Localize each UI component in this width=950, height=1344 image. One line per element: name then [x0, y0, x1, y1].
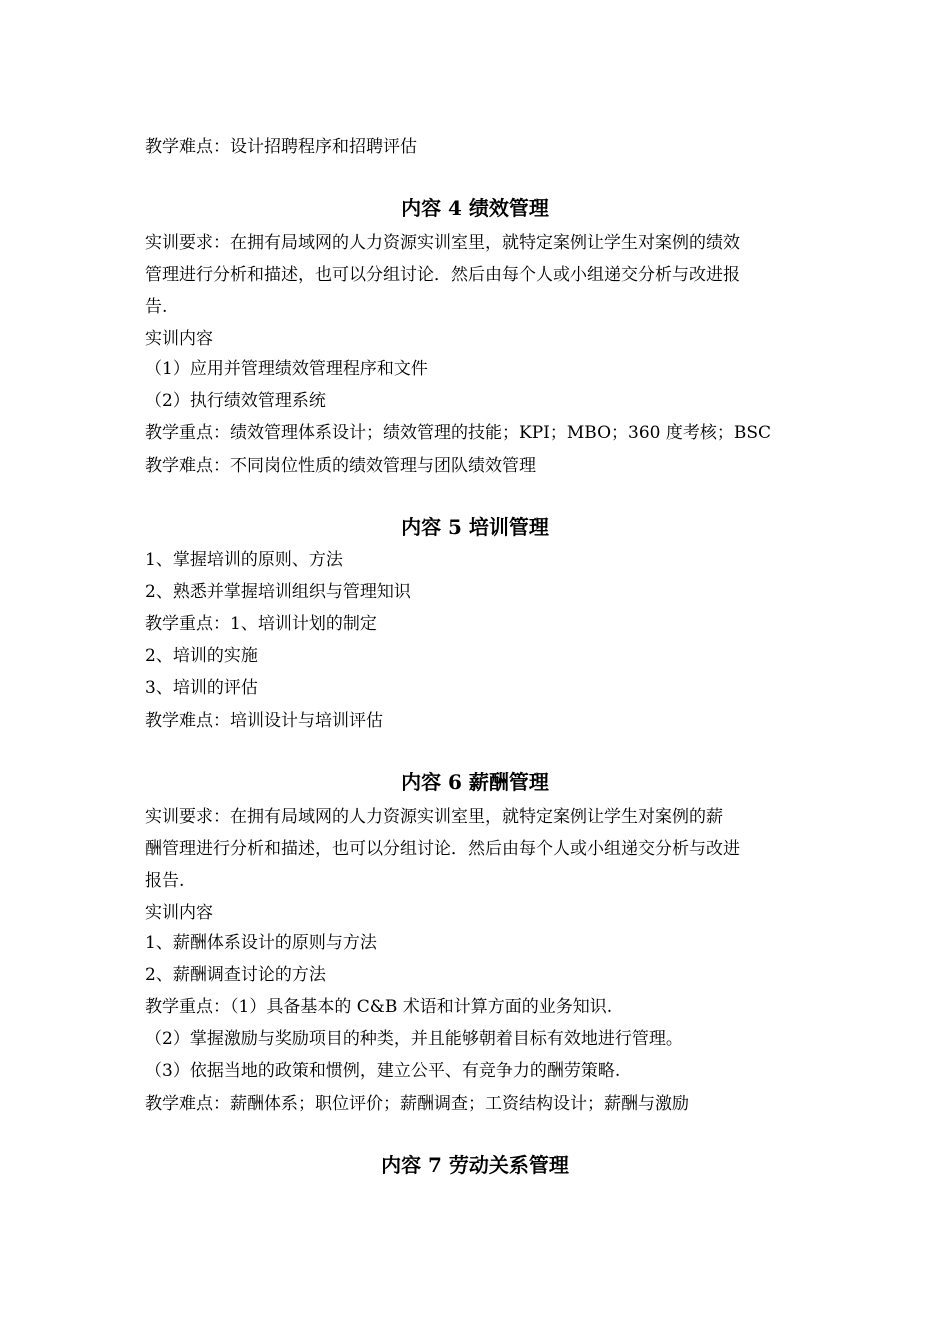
section6-key-points: 教学重点：（1）具备基本的 C&B 术语和计算方面的业务知识. — [145, 997, 613, 1017]
section4-key-points: 教学重点：绩效管理体系设计；绩效管理的技能；KPI；MBO；360 度考核；BSC — [145, 423, 772, 443]
section6-item-2: 2、薪酬调查讨论的方法 — [145, 965, 326, 985]
section4-difficulty: 教学难点：不同岗位性质的绩效管理与团队绩效管理 — [145, 456, 536, 476]
section6-requirement-line-3: 报告. — [145, 871, 185, 891]
section4-requirement-line-3: 告. — [145, 297, 168, 317]
section6-key-point-3: （3）依据当地的政策和惯例，建立公平、有竞争力的酬劳策略. — [145, 1061, 621, 1081]
section5-item-2: 2、熟悉并掌握培训组织与管理知识 — [145, 582, 411, 602]
section5-item-1: 1、掌握培训的原则、方法 — [145, 550, 343, 570]
section4-item-2: （2）执行绩效管理系统 — [145, 391, 326, 411]
section7-heading: 内容 7 劳动关系管理 — [381, 1153, 569, 1177]
section6-difficulty: 教学难点：薪酬体系；职位评价；薪酬调查；工资结构设计；薪酬与激励 — [145, 1094, 689, 1114]
section4-content-label: 实训内容 — [145, 329, 213, 349]
section6-requirement-line-1: 实训要求：在拥有局域网的人力资源实训室里，就特定案例让学生对案例的薪 — [145, 807, 723, 827]
section5-key-point-2: 2、培训的实施 — [145, 646, 258, 666]
section5-key-point-3: 3、培训的评估 — [145, 678, 258, 698]
section6-item-1: 1、薪酬体系设计的原则与方法 — [145, 933, 377, 953]
section4-requirement-line-1: 实训要求：在拥有局域网的人力资源实训室里，就特定案例让学生对案例的绩效 — [145, 233, 740, 253]
section4-heading: 内容 4 绩效管理 — [401, 196, 549, 220]
section5-key-points: 教学重点：1、培训计划的制定 — [145, 614, 377, 634]
section3-difficulty: 教学难点：设计招聘程序和招聘评估 — [145, 137, 417, 157]
section6-content-label: 实训内容 — [145, 903, 213, 923]
section6-requirement-line-2: 酬管理进行分析和描述，也可以分组讨论．然后由每个人或小组递交分析与改进 — [145, 839, 740, 859]
section4-item-1: （1）应用并管理绩效管理程序和文件 — [145, 359, 428, 379]
section5-difficulty: 教学难点：培训设计与培训评估 — [145, 711, 383, 731]
section6-heading: 内容 6 薪酬管理 — [401, 770, 549, 794]
section4-requirement-line-2: 管理进行分析和描述，也可以分组讨论．然后由每个人或小组递交分析与改进报 — [145, 265, 740, 285]
section5-heading: 内容 5 培训管理 — [401, 515, 549, 539]
section6-key-point-2: （2）掌握激励与奖励项目的种类，并且能够朝着目标有效地进行管理。 — [145, 1029, 683, 1049]
